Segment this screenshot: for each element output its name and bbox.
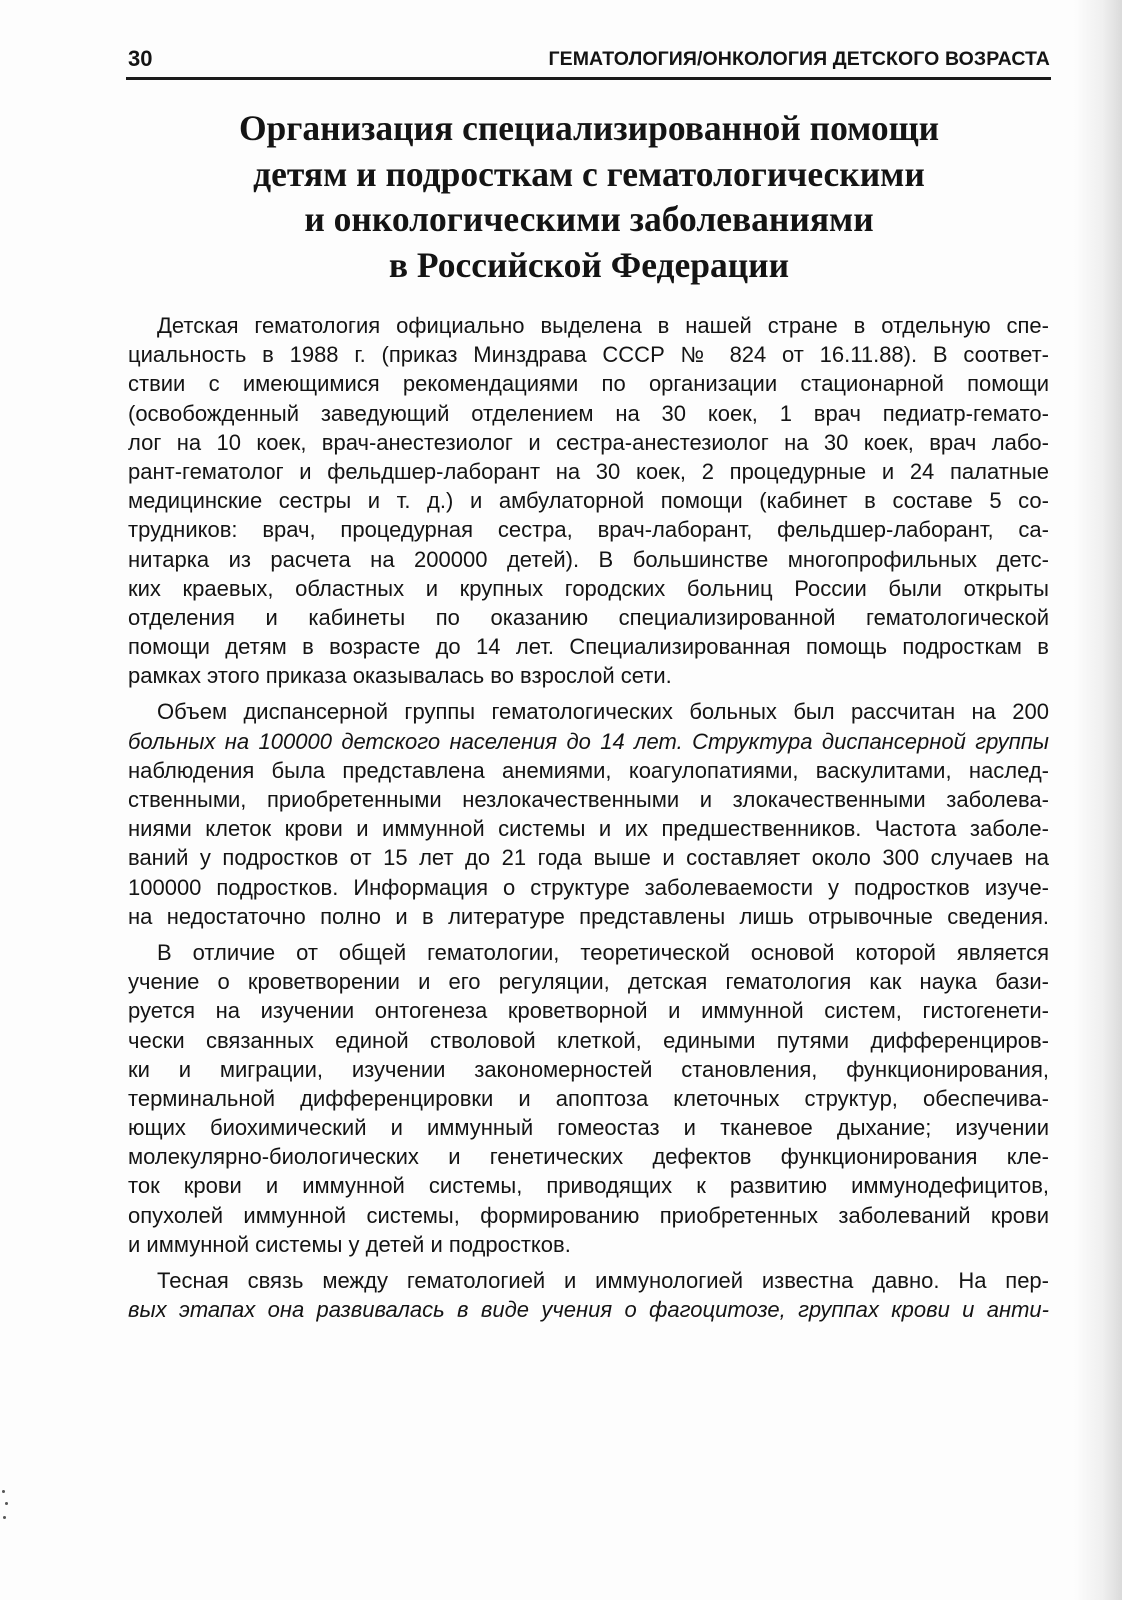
text-line: на недостаточно полно и в литературе представлены лишь отрывочные сведения. (128, 903, 1049, 929)
text-line: чески связанных единой стволовой клеткой, едиными путями дифференциров- (128, 1027, 1049, 1053)
text-line: рамках этого приказа оказывалась во взрослой сети. (128, 663, 672, 689)
text-line-italic: вых этапах она развивалась в виде учения о фагоцитозе, группах крови и анти- (128, 1297, 1049, 1323)
scan-margin-specks (2, 1490, 10, 1530)
text-line: руется на изучении онтогенеза кроветворной и иммунной систем, гистогенети- (128, 998, 1049, 1024)
paragraph-3 (128, 938, 1049, 1259)
text-line: ток крови и иммунной системы, приводящих к развитию иммунодефицитов, (128, 1173, 1049, 1199)
text-line: 100000 подростков. Информация о структуре заболеваемости у подростков изуче- (128, 874, 1049, 900)
text-line: ниями клеток крови и иммунной системы и их предшественников. Частота заболе- (128, 816, 1049, 842)
text-line: молекулярно-биологических и генетических дефектов функционирования кле- (128, 1144, 1049, 1170)
text-line: опухолей иммунной системы, формированию приобретенных заболеваний крови (128, 1202, 1049, 1228)
paragraph-gap (128, 690, 1049, 697)
text-line: ющих биохимический и иммунный гомеостаз и тканевое дыхание; изучении (128, 1115, 1049, 1141)
text-line: трудников: врач, процедурная сестра, врач-лаборант, фельдшер-лаборант, са- (128, 517, 1049, 543)
running-header (128, 44, 1050, 78)
text-line: В отличие от общей гематологии, теоретической основой которой является (157, 939, 1049, 965)
text-line: Объем диспансерной группы гематологических больных был рассчитан на 200 (157, 699, 1049, 725)
page-edge-shadow (1074, 0, 1122, 1600)
text-line: ких краевых, областных и крупных городских больниц России были открыты (128, 575, 1049, 601)
text-line: ки и миграции, изучении закономерностей становления, функционирования, (128, 1056, 1049, 1082)
text-line: (освобожденный заведующий отделением на 30 коек, 1 врач педиатр-гемато- (128, 400, 1049, 426)
text-line: ствии с имеющимися рекомендациями по организации стационарной помощи (128, 371, 1049, 397)
text-line: помощи детям в возрасте до 14 лет. Специализированная помощь подросткам в (128, 634, 1049, 660)
paragraph-gap (128, 931, 1049, 938)
title-line: в Российской Федерации (388, 244, 790, 285)
paragraph-1 (128, 311, 1049, 690)
running-title: ГЕМАТОЛОГИЯ/ОНКОЛОГИЯ ДЕТСКОГО ВОЗРАСТА (548, 48, 1050, 70)
text-line: Тесная связь между гематологией и иммунологией известна давно. На пер- (157, 1268, 1049, 1293)
text-line: рант-гематолог и фельдшер-лаборант на 30 коек, 2 процедурные и 24 палатные (128, 458, 1049, 484)
text-line: медицинские сестры и т. д.) и амбулаторной помощи (кабинет в составе 5 со- (128, 488, 1049, 514)
text-line: ственными, приобретенными незлокачественными и злокачественными заболева- (128, 787, 1049, 812)
text-line: циальность в 1988 г. (приказ Минздрава СССР № 824 от 16.11.88). В соответ- (128, 342, 1049, 368)
text-line: терминальной дифференцировки и апоптоза клеточных структур, обеспечива- (128, 1085, 1049, 1111)
text-line: и иммунной системы у детей и подростков. (128, 1231, 571, 1257)
text-line: нитарка из расчета на 200000 детей). В большинстве многопрофильных детс- (128, 546, 1049, 572)
text-line: лог на 10 коек, врач-анестезиолог и сестра-анестезиолог на 30 коек, врач лабо- (128, 429, 1049, 455)
text-line: отделения и кабинеты по оказанию специализированной гематологической (128, 604, 1049, 630)
body-text (128, 311, 1049, 1324)
title-line: Организация специализированной помощи (238, 108, 940, 148)
header-rule (126, 77, 1051, 80)
text-line: Детская гематология официально выделена в нашей стране в отдельную спе- (157, 313, 1049, 338)
text-line-italic: больных на 100000 детского населения до 14 лет. Структура диспансерной группы (128, 728, 1049, 754)
chapter-title (128, 106, 1050, 288)
paragraph-4 (128, 1266, 1049, 1324)
text-line: учение о кроветворении и его регуляции, детская гематология как наука бази- (128, 969, 1049, 995)
title-line: детям и подросткам с гематологическими (253, 153, 925, 194)
title-line: и онкологическими заболеваниями (304, 199, 874, 239)
paragraph-gap (128, 1259, 1049, 1266)
page-number: 30 (128, 46, 153, 71)
text-line: наблюдения была представлена анемиями, коагулопатиями, васкулитами, наслед- (128, 757, 1049, 783)
text-line: ваний у подростков от 15 лет до 21 года выше и составляет около 300 случаев на (128, 845, 1049, 871)
paragraph-2 (128, 697, 1049, 931)
